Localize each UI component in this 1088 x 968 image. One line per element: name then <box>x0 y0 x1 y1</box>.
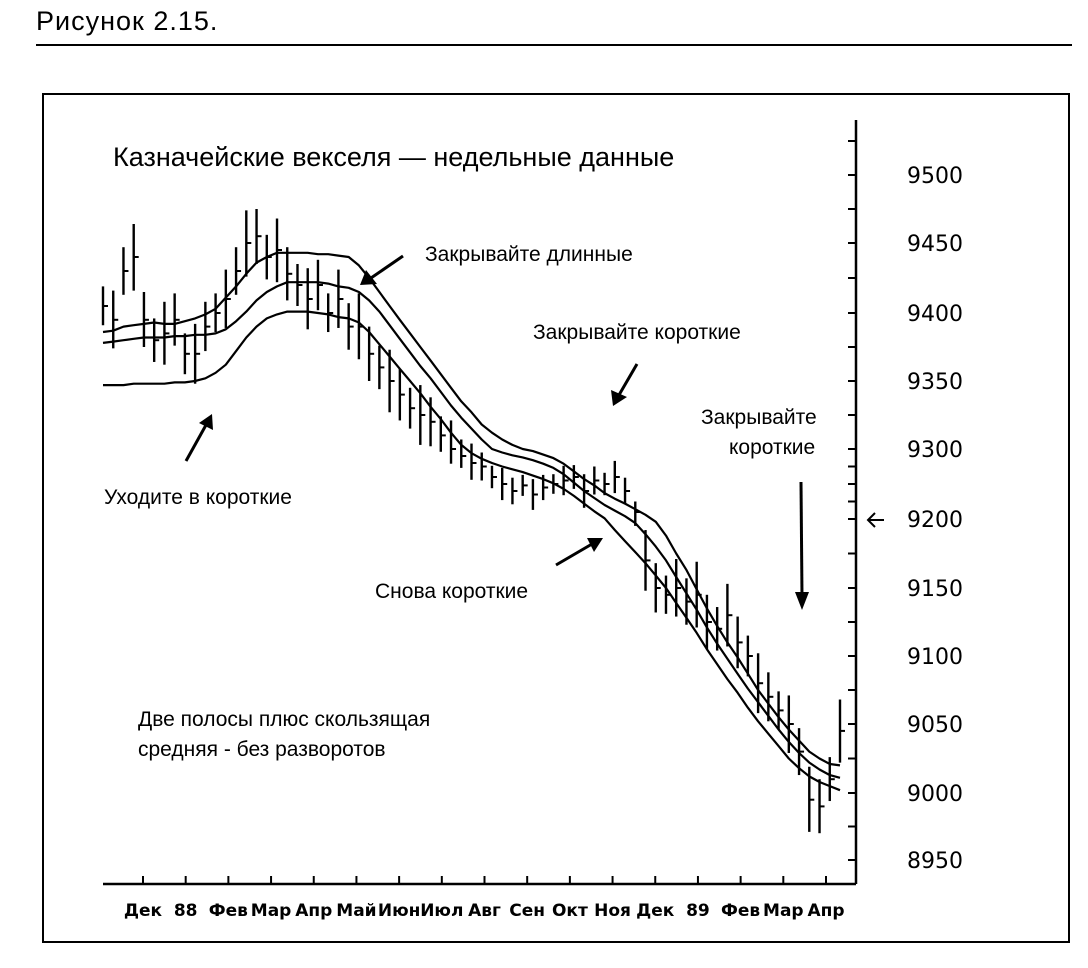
x-tick-label: Дек <box>123 901 163 921</box>
price-bar <box>226 270 231 328</box>
price-bar <box>686 578 691 624</box>
x-tick-label: Дек <box>636 901 675 921</box>
x-tick-label: 88 <box>173 901 198 921</box>
price-bar <box>164 302 169 365</box>
chart-title: Казначейские векселя — недельные данные <box>113 142 675 172</box>
y-tick-labels <box>907 164 963 874</box>
price-bar <box>666 576 671 614</box>
x-tick-label: Фев <box>208 901 248 921</box>
moving-average-line <box>103 282 840 778</box>
price-bar <box>287 247 292 300</box>
price-bar <box>246 210 251 276</box>
price-bar <box>707 595 712 649</box>
y-tick-label: 9150 <box>907 577 963 602</box>
price-bar <box>625 478 630 505</box>
y-tick-label: 9100 <box>907 645 963 670</box>
price-bar <box>175 293 180 345</box>
price-bar <box>799 728 804 775</box>
price-bar <box>492 466 497 488</box>
price-bar <box>134 224 139 291</box>
price-bar <box>257 209 262 264</box>
price-bar <box>748 636 753 677</box>
x-tick-labels <box>124 901 845 921</box>
x-tick-label: 89 <box>686 901 710 921</box>
x-tick-label: Мар <box>763 901 804 921</box>
price-bar <box>584 474 589 508</box>
annotation-close-shorts-2-line1: Закрывайте <box>701 406 817 429</box>
y-tick-label: 9350 <box>907 370 963 395</box>
price-bar <box>349 303 354 350</box>
figure-caption: Рисунок 2.15. <box>36 6 219 36</box>
price-bar <box>594 467 599 495</box>
price-bar <box>420 385 425 445</box>
price-bar <box>431 397 436 446</box>
annotation-short-again: Снова короткие <box>375 580 529 603</box>
price-bar <box>144 292 149 347</box>
price-bar <box>318 260 323 310</box>
price-bar <box>840 700 845 763</box>
price-bar <box>359 293 364 359</box>
price-bar <box>656 563 661 612</box>
price-bar <box>308 268 313 329</box>
price-bar <box>533 479 538 510</box>
price-bar <box>472 444 477 480</box>
price-bar <box>482 453 487 481</box>
price-bar <box>523 475 528 496</box>
x-tick-label: Окт <box>551 901 588 921</box>
annotation-note-line2: средняя - без разворотов <box>138 738 386 761</box>
x-tick-label: Июн <box>377 901 421 921</box>
price-bar <box>103 286 108 325</box>
y-tick-label: 9050 <box>907 713 963 738</box>
annotation-note-line1: Две полосы плюс скользящая <box>138 708 431 731</box>
x-tick-label: Ноя <box>594 901 631 921</box>
price-bar <box>768 672 773 721</box>
x-tick-label: Апр <box>807 901 845 921</box>
annotation-go-short: Уходите в короткие <box>104 486 292 509</box>
price-bar <box>605 473 610 495</box>
price-bar <box>451 420 456 463</box>
price-bar <box>543 475 548 500</box>
price-bar <box>727 584 732 647</box>
price-bar <box>277 219 282 283</box>
arrow-close-shorts-2-icon <box>795 482 809 610</box>
price-bar <box>216 293 221 332</box>
x-tick-label: Мар <box>250 901 292 921</box>
price-bar <box>113 291 118 349</box>
price-bar <box>205 302 210 351</box>
price-bar <box>820 779 825 833</box>
arrow-short-again-icon <box>556 538 603 565</box>
price-bar <box>379 346 384 390</box>
y-tick-label: 9200 <box>907 508 963 533</box>
annotation-close-shorts: Закрывайте короткие <box>533 321 741 344</box>
price-bar <box>328 293 333 332</box>
y-tick-label: 9500 <box>907 164 963 189</box>
y-tick-label: 9300 <box>907 438 963 463</box>
y-tick-label: 9000 <box>907 782 963 807</box>
price-bar <box>267 235 272 280</box>
x-tick-label: Июл <box>420 901 464 921</box>
y-tick-label: 9450 <box>907 232 963 257</box>
arrow-close-longs-icon <box>360 256 403 285</box>
annotation-close-shorts-2-line2: короткие <box>729 436 816 459</box>
price-bar <box>123 247 128 295</box>
x-tick-label: Авг <box>468 901 501 921</box>
annotation-arrows <box>186 256 809 610</box>
x-tick-label: Май <box>336 901 377 921</box>
annotation-close-longs: Закрывайте длинные <box>425 243 633 266</box>
price-bar <box>502 468 507 500</box>
arrow-go-short-icon <box>186 414 213 461</box>
price-bar <box>717 607 722 651</box>
price-bar <box>461 439 466 467</box>
arrow-close-shorts-icon <box>611 364 637 406</box>
y-tick-label: 8950 <box>907 849 963 874</box>
price-bar <box>338 270 343 328</box>
price-bar <box>154 318 159 362</box>
y-tick-label: 9400 <box>907 302 963 327</box>
price-bar <box>512 478 517 505</box>
price-bar <box>400 369 405 421</box>
price-bar <box>635 502 640 526</box>
price-bar <box>297 264 302 306</box>
x-tick-label: Сен <box>509 901 546 921</box>
x-tick-label: Апр <box>295 901 333 921</box>
price-bar <box>553 474 558 494</box>
price-bar <box>410 388 415 429</box>
price-bar <box>195 324 200 384</box>
x-tick-label: Фев <box>721 901 761 921</box>
price-bar <box>185 333 190 374</box>
price-bar <box>615 461 620 493</box>
side-marker-arrow-icon <box>868 513 884 527</box>
price-bar <box>236 247 241 295</box>
